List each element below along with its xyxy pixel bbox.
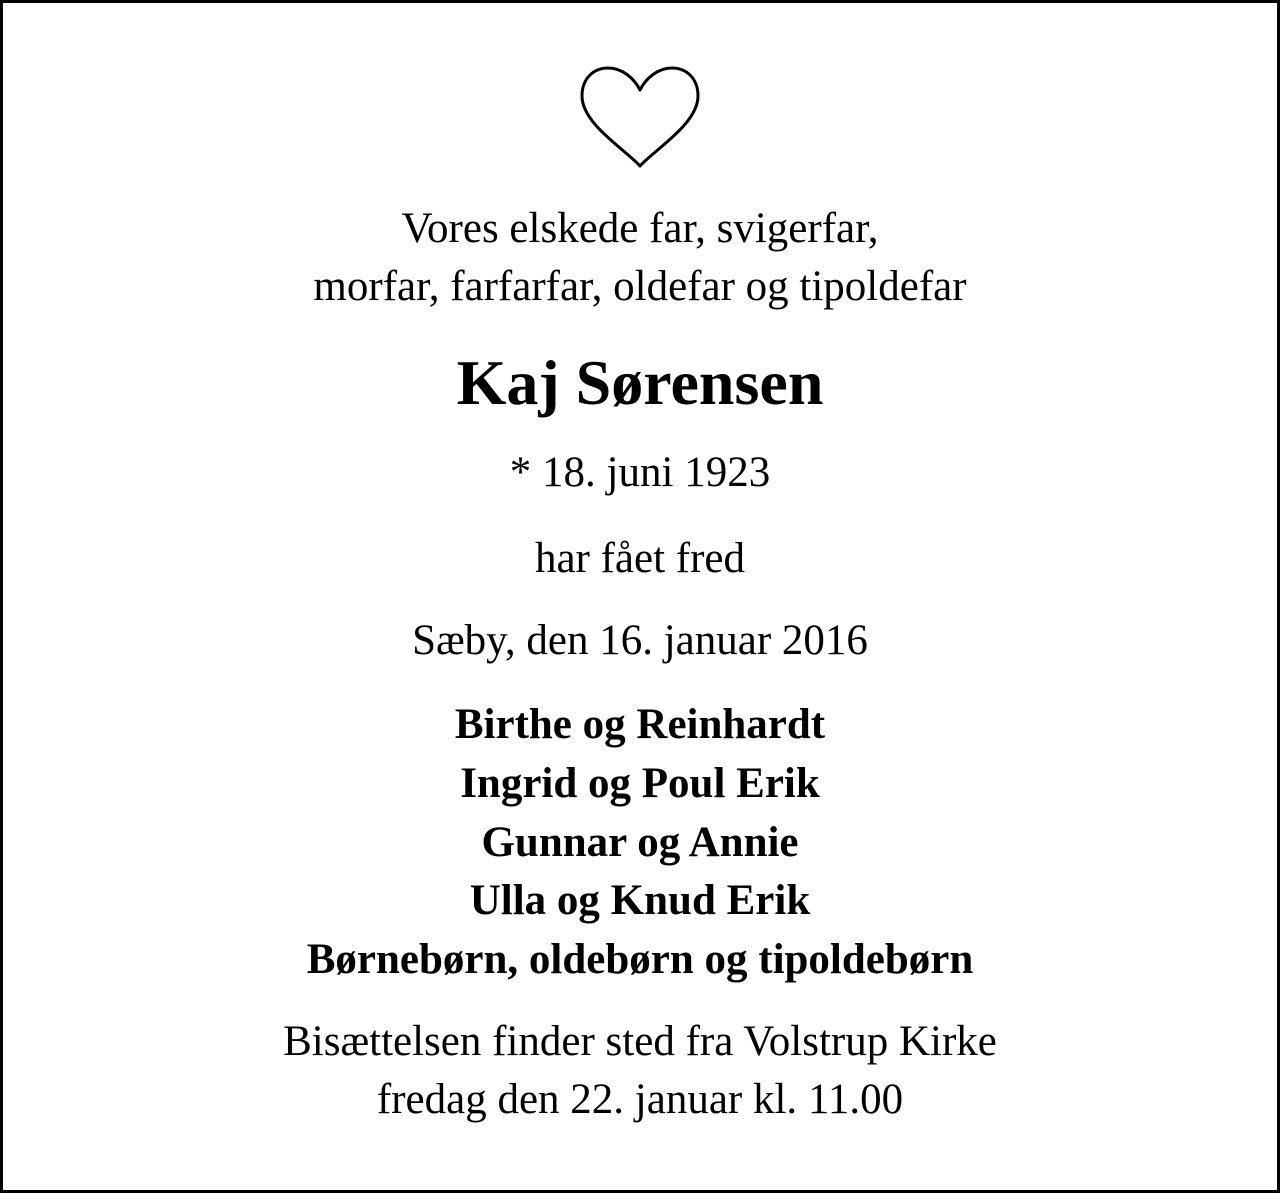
family-line-1: Birthe og Reinhardt xyxy=(454,701,826,748)
birth-date: * 18. juni 1923 xyxy=(509,449,771,496)
deceased-name: Kaj Sørensen xyxy=(456,347,824,418)
place-date: Sæby, den 16. januar 2016 xyxy=(412,617,868,664)
service-line-1: Bisættelsen finder sted fra Volstrup Kirke xyxy=(283,1018,997,1065)
intro-line-1: Vores elskede far, svigerfar, xyxy=(401,205,879,252)
family-line-3: Gunnar og Annie xyxy=(481,819,799,866)
service-line-2: fredag den 22. januar kl. 11.00 xyxy=(376,1076,904,1123)
passed-text: har fået fred xyxy=(534,535,746,582)
family-line-5: Børnebørn, oldebørn og tipoldebørn xyxy=(306,936,974,983)
family-line-4: Ulla og Knud Erik xyxy=(469,877,811,924)
heart-outline-icon xyxy=(576,62,704,172)
intro-line-2: morfar, farfarfar, oldefar og tipoldefar xyxy=(313,263,967,310)
family-line-2: Ingrid og Poul Erik xyxy=(460,760,820,807)
